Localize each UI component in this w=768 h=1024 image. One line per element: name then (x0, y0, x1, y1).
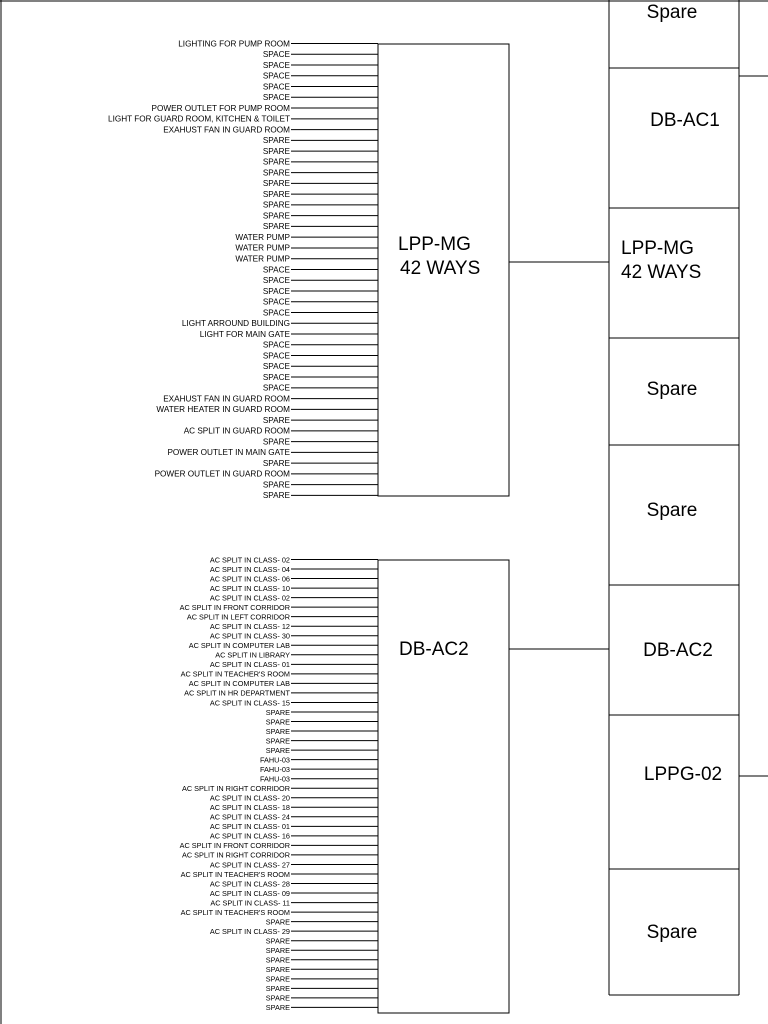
db-ac2-circuit-label: AC SPLIT IN CLASS- 04 (209, 564, 290, 574)
lpp-mg-circuit-label: LIGHTING FOR PUMP ROOM (178, 39, 290, 49)
db-ac2-circuit-label: SPARE (265, 936, 290, 946)
db-ac2-circuit-label: AC SPLIT IN CLASS- 20 (209, 793, 290, 803)
db-ac2-circuit-label: SPARE (265, 726, 290, 736)
db-ac2-circuit-label: AC SPLIT IN TEACHER'S ROOM (180, 869, 290, 879)
db-ac2-circuit-label: AC SPLIT IN CLASS- 01 (209, 660, 290, 670)
db-ac2-circuit-label: SPARE (265, 1003, 290, 1013)
lpp-mg-circuit-label: SPACE (262, 308, 290, 318)
riser-cell-label: Spare (646, 2, 698, 23)
db-ac2-circuit-label: AC SPLIT IN LIBRARY (215, 650, 290, 660)
panel-db-ac2-title: DB-AC2 (399, 639, 469, 660)
riser-cell-label: LPPG-02 (643, 764, 723, 785)
lpp-mg-circuit-label: SPACE (262, 340, 290, 350)
lpp-mg-circuit-label: POWER OUTLET IN GUARD ROOM (154, 469, 290, 479)
lpp-mg-circuit-label: AC SPLIT IN GUARD ROOM (183, 426, 290, 436)
panel-lpp-mg-ways: 42 WAYS (400, 258, 481, 279)
lpp-mg-circuit-label: SPACE (262, 362, 290, 372)
riser-cell-label: DB-AC1 (650, 110, 720, 131)
lpp-mg-circuit-label: SPARE (262, 415, 290, 425)
db-ac2-circuit-label: AC SPLIT IN HR DEPARTMENT (184, 688, 290, 698)
lpp-mg-circuit-label: SPACE (262, 60, 290, 70)
riser-cell-label: 42 WAYS (621, 262, 702, 283)
lpp-mg-circuit-label: SPARE (262, 168, 290, 178)
lpp-mg-circuit-label: SPARE (262, 189, 290, 199)
db-ac2-circuit-label: AC SPLIT IN TEACHER'S ROOM (180, 669, 290, 679)
db-ac2-circuit-label: SPARE (265, 993, 290, 1003)
db-ac2-circuit-label: AC SPLIT IN CLASS- 28 (209, 879, 290, 889)
lpp-mg-circuit-label: SPARE (262, 211, 290, 221)
lpp-mg-circuit-label: SPACE (262, 383, 290, 393)
db-ac2-circuit-label: AC SPLIT IN CLASS- 30 (209, 631, 290, 641)
lpp-mg-circuit-label: SPACE (262, 82, 290, 92)
lpp-mg-circuit-label: SPACE (262, 93, 290, 103)
panel-lpp-mg-circuits (108, 39, 378, 500)
lpp-mg-circuit-label: SPARE (262, 222, 290, 232)
lpp-mg-circuit-label: SPARE (262, 458, 290, 468)
db-ac2-circuit-label: SPARE (265, 984, 290, 994)
db-ac2-circuit-label: AC SPLIT IN CLASS- 12 (209, 622, 290, 632)
db-ac2-circuit-label: SPARE (265, 917, 290, 927)
db-ac2-circuit-label: SPARE (265, 965, 290, 975)
lpp-mg-circuit-label: SPACE (262, 286, 290, 296)
lpp-mg-circuit-label: EXAHUST FAN IN GUARD ROOM (163, 394, 290, 404)
panel-db-ac2-circuits (180, 555, 378, 1012)
lpp-mg-circuit-label: SPARE (262, 480, 290, 490)
db-ac2-circuit-label: AC SPLIT IN CLASS- 18 (209, 803, 290, 813)
riser-cell-label: Spare (646, 379, 698, 400)
lpp-mg-circuit-label: POWER OUTLET IN MAIN GATE (167, 448, 290, 458)
lpp-mg-circuit-label: SPACE (262, 71, 290, 81)
lpp-mg-circuit-label: LIGHT ARROUND BUILDING (181, 319, 290, 329)
lpp-mg-circuit-label: SPARE (262, 179, 290, 189)
db-ac2-circuit-label: AC SPLIT IN TEACHER'S ROOM (180, 907, 290, 917)
db-ac2-circuit-label: AC SPLIT IN COMPUTER LAB (188, 641, 290, 651)
riser-column (609, 0, 768, 995)
panel-db-ac2-box (378, 560, 509, 1013)
lpp-mg-circuit-label: LIGHT FOR GUARD ROOM, KITCHEN & TOILET (108, 114, 290, 124)
db-ac2-circuit-label: AC SPLIT IN CLASS- 29 (209, 926, 290, 936)
lpp-mg-circuit-label: SPACE (262, 297, 290, 307)
riser-cell-label: Spare (646, 500, 698, 521)
db-ac2-circuit-label: AC SPLIT IN CLASS- 27 (209, 860, 290, 870)
db-ac2-circuit-label: AC SPLIT IN CLASS- 15 (209, 698, 290, 708)
db-ac2-circuit-label: AC SPLIT IN CLASS- 24 (209, 812, 290, 822)
db-ac2-circuit-label: SPARE (265, 745, 290, 755)
lpp-mg-circuit-label: WATER PUMP (235, 243, 290, 253)
lpp-mg-circuit-label: POWER OUTLET FOR PUMP ROOM (151, 103, 290, 113)
lpp-mg-circuit-label: SPARE (262, 437, 290, 447)
db-ac2-circuit-label: AC SPLIT IN RIGHT CORRIDOR (182, 784, 290, 794)
db-ac2-circuit-label: SPARE (265, 736, 290, 746)
db-ac2-circuit-label: AC SPLIT IN CLASS- 02 (209, 555, 290, 565)
lpp-mg-circuit-label: EXAHUST FAN IN GUARD ROOM (163, 125, 290, 135)
db-ac2-circuit-label: AC SPLIT IN CLASS- 01 (209, 822, 290, 832)
db-ac2-circuit-label: AC SPLIT IN CLASS- 06 (209, 574, 290, 584)
panel-lpp-mg-title: LPP-MG (398, 234, 471, 255)
lpp-mg-circuit-label: SPACE (262, 372, 290, 382)
lpp-mg-circuit-label: SPACE (262, 50, 290, 60)
lpp-mg-circuit-label: WATER PUMP (235, 232, 290, 242)
lpp-mg-circuit-label: SPARE (262, 157, 290, 167)
db-ac2-circuit-label: SPARE (265, 946, 290, 956)
db-ac2-circuit-label: FAHU-03 (259, 755, 290, 765)
db-ac2-circuit-label: AC SPLIT IN CLASS- 02 (209, 593, 290, 603)
lpp-mg-circuit-label: WATER PUMP (235, 254, 290, 264)
db-ac2-circuit-label: FAHU-03 (259, 774, 290, 784)
riser-cell-label: Spare (646, 922, 698, 943)
lpp-mg-circuit-label: SPARE (262, 146, 290, 156)
panel-lpp-mg (108, 39, 509, 500)
lpp-mg-circuit-label: LIGHT FOR MAIN GATE (199, 329, 290, 339)
db-ac2-circuit-label: FAHU-03 (259, 764, 290, 774)
panel-db-ac2 (180, 555, 509, 1013)
lpp-mg-circuit-label: SPACE (262, 265, 290, 275)
db-ac2-circuit-label: AC SPLIT IN LEFT CORRIDOR (186, 612, 290, 622)
lpp-mg-circuit-label: SPACE (262, 276, 290, 286)
riser-cell-label: LPP-MG (621, 238, 694, 259)
db-ac2-circuit-label: AC SPLIT IN FRONT CORRIDOR (179, 602, 290, 612)
lpp-mg-circuit-label: SPARE (262, 200, 290, 210)
db-ac2-circuit-label: AC SPLIT IN CLASS- 10 (209, 583, 290, 593)
lpp-mg-circuit-label: WATER HEATER IN GUARD ROOM (156, 405, 290, 415)
db-ac2-circuit-label: SPARE (265, 707, 290, 717)
db-ac2-circuit-label: AC SPLIT IN CLASS- 11 (210, 898, 290, 908)
riser-cells (609, 2, 739, 943)
lpp-mg-circuit-label: SPARE (262, 491, 290, 501)
db-ac2-circuit-label: SPARE (265, 955, 290, 965)
db-ac2-circuit-label: AC SPLIT IN COMPUTER LAB (188, 679, 290, 689)
lpp-mg-circuit-label: SPARE (262, 136, 290, 146)
db-ac2-circuit-label: AC SPLIT IN CLASS- 16 (209, 831, 290, 841)
db-ac2-circuit-label: AC SPLIT IN RIGHT CORRIDOR (182, 850, 290, 860)
db-ac2-circuit-label: AC SPLIT IN CLASS- 09 (209, 888, 290, 898)
riser-cell-label: DB-AC2 (643, 640, 713, 661)
db-ac2-circuit-label: AC SPLIT IN FRONT CORRIDOR (179, 841, 290, 851)
lpp-mg-circuit-label: SPACE (262, 351, 290, 361)
db-ac2-circuit-label: SPARE (265, 974, 290, 984)
db-ac2-circuit-label: SPARE (265, 717, 290, 727)
